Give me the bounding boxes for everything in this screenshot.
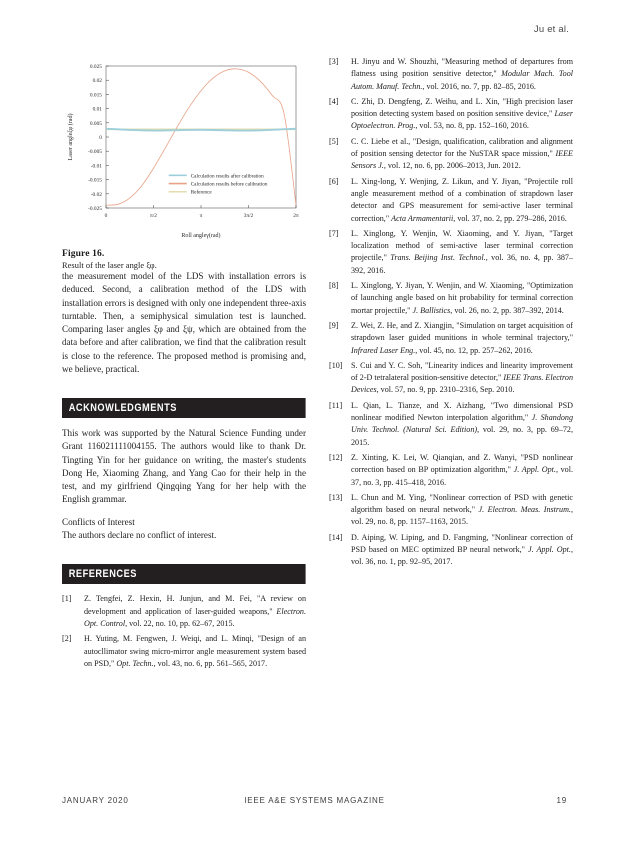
footer-page-number: 19: [556, 796, 567, 805]
laser-angle-line-chart: [62, 56, 306, 242]
running-head: Ju et al.: [533, 24, 569, 35]
reference-number: [1]: [62, 594, 72, 604]
svg-text:Laser angleξφ (rad): Laser angleξφ (rad): [68, 113, 74, 161]
right-column: [329, 56, 573, 572]
svg-text:3π/2: 3π/2: [243, 213, 254, 219]
body-paragraph: the measurement model of the LDS with installation errors is deduced. Second, a calibration method of the LDS with installation errors is designed with only one independent three-axis turntable. Then, a semiphysical simulation test is launched. Comparing laser angles ξφ and ξψ, which are obtained from the data before and after calibration, we find that the calibration result is close to the reference. The proposed method is promising and, we believe, practical.: [62, 271, 306, 374]
reference-item: [329, 400, 573, 449]
left-column: [62, 56, 306, 673]
chart-legend-label: Reference: [190, 189, 212, 196]
reference-text: Z. Wei, Z. He, and Z. Xiangjin, "Simulation on target acquisition of strapdown laser guided munitions in whole terminal trajectory," Infrared Laser Eng., vol. 45, no. 12, pp. 257–262, 2016.: [351, 320, 573, 355]
page-footer: [62, 796, 567, 810]
conflicts-of-interest-text: The authors declare no conflict of interest.: [62, 530, 217, 541]
reference-number: [12]: [329, 452, 343, 462]
reference-text: Z. Xinting, K. Lei, W. Qianqian, and Z. Wanyi, "PSD nonlinear correction based on BP optimization algorithm," J. Appl. Opt., vol. 37, no. 3, pp. 415–418, 2016.: [351, 452, 573, 487]
reference-text: L. Qian, L. Tianze, and X. Aizhang, "Two dimensional PSD nonlinear modified Newton interpolation algorithm," J. Shandong Univ. Technol. (Natural Sci. Edition), vol. 29, no. 3, pp. 69–72, 2015.: [351, 400, 574, 447]
acknowledgments-body: This work was supported by the Natural Science Funding under Grant 116021111004155. The authors would like to thank Dr. Tingting Yin for her guidance on writing, the master's students Dong He, Xiaoming Zhang, and Yang Cao for their help in the test, and my girlfriend Qingqing Yang for her help with the English grammar.: [62, 428, 306, 505]
svg-text:Roll angleγ(rad): Roll angleγ(rad): [181, 233, 221, 239]
reference-text: L. Chun and M. Ying, "Nonlinear correction of PSD with genetic algorithm based on neural network," J. Electron. Meas. Instrum., vol. 29, no. 8, pp. 1157–1163, 2015.: [351, 492, 573, 527]
reference-number: [3]: [329, 57, 339, 66]
footer-publication-name: IEEE A&E SYSTEMS MAGAZINE: [244, 796, 385, 805]
reference-item: [62, 593, 306, 630]
reference-number: [7]: [329, 228, 339, 238]
reference-text: H. Yuting, M. Fengwen, J. Weiqi, and L. Minqi, "Design of an autocllimator swing micro-mirror angle measurement system based on PSD," Opt. Techn., vol. 43, no. 6, pp. 561–565, 2017.: [84, 634, 306, 668]
reference-number: [9]: [329, 320, 339, 330]
reference-item: [329, 492, 573, 529]
reference-text: D. Aiping, W. Liping, and D. Fangming, "Nonlinear correction of PSD based on MEC optimized BP neural network," J. Appl. Opt., vol. 36, no. 1, pp. 92–95, 2017.: [351, 532, 573, 567]
reference-number: [6]: [329, 176, 339, 186]
reference-text: Z. Tengfei, Z. Hexin, H. Junjun, and M. Fei, "A review on development and application of laser-guided weapons," Electron. Opt. Control, vol. 22, no. 10, pp. 62–67, 2015.: [84, 594, 306, 628]
acknowledgments-heading-bar: [62, 398, 306, 418]
references-heading-bar: [62, 564, 306, 584]
figure-caption-text: Result of the laser angle ξφ.: [62, 261, 157, 270]
reference-item: [329, 320, 573, 357]
reference-text: L. Xinglong, Y. Jiyan, Y. Wenjin, and W. Xiaoming, "Optimization of launching angle based on hit probability for terminal correction mortar projectile," J. Ballistics, vol. 26, no. 2, pp. 387–392, 2014.: [351, 281, 573, 315]
two-column-body: [62, 56, 574, 775]
svg-text:0.015: 0.015: [89, 92, 102, 99]
figure-16-chart: [62, 56, 306, 242]
references-heading-label: REFERENCES: [68, 568, 137, 581]
svg-text:0: 0: [99, 135, 102, 141]
chart-legend-label: Calculation results after calibration: [190, 173, 264, 180]
figure-caption-title: Figure 16.: [62, 248, 105, 259]
footer-issue-date: JANUARY 2020: [62, 796, 129, 805]
svg-text:-0.015: -0.015: [88, 177, 102, 184]
reference-text: L. Xing-long, Y. Wenjing, Z. Likun, and Y. Jiyan, "Projectile roll angle measurement method of a combination of strapdown laser detector and GPS measurement for semi-active laser terminal correction," Acta Armamentarii, vol. 37, no. 2, pp. 279–286, 2016.: [351, 176, 573, 223]
svg-text:2π: 2π: [293, 213, 299, 219]
reference-number: [2]: [62, 634, 72, 644]
reference-text: C. Zhi, D. Dengfeng, Z. Weihu, and L. Xin, "High precision laser position detecting system based on position sensitive device," Laser Optoelectron. Prog., vol. 53, no. 8, pp. 152–160, 2016.: [351, 96, 573, 131]
reference-text: C. C. Liebe et al., "Design, qualification, calibration and alignment of position sensing detector for the NuSTAR space mission," IEEE Sensors J., vol. 12, no. 6, pp. 2006–2013, Jun. 2012.: [351, 136, 573, 171]
reference-number: [11]: [329, 400, 343, 410]
reference-text: H. Jinyu and W. Shouzhi, "Measuring method of departures from flatness using position sensitive detector," Modular Mach. Tool Autom. Manuf. Techn., vol. 2016, no. 7, pp. 82–85, 2016.: [351, 57, 573, 91]
reference-number: [5]: [329, 136, 339, 146]
reference-item: [329, 136, 573, 173]
reference-item: [329, 56, 573, 93]
reference-item: [329, 96, 573, 133]
reference-item: [329, 452, 573, 489]
acknowledgments-heading-label: ACKNOWLEDGMENTS: [68, 402, 177, 415]
conflicts-of-interest-heading: Conflicts of Interest: [62, 516, 135, 527]
svg-text:π: π: [199, 213, 203, 219]
reference-number: [8]: [329, 281, 339, 291]
reference-text: L. Xinglong, Y. Wenjin, W. Xiaoming, and Y. Jiyan, "Target localization method of semi-active laser terminal correction projectile," Trans. Beijing Inst. Technol., vol. 36, no. 4, pp. 387–392, 2016.: [351, 228, 574, 275]
figure-16: [62, 56, 306, 270]
reference-number: [10]: [329, 360, 343, 370]
reference-number: [4]: [329, 96, 339, 106]
reference-item: [62, 633, 306, 670]
reference-item: [329, 280, 573, 317]
reference-item: [329, 228, 573, 277]
svg-text:0.005: 0.005: [89, 120, 102, 127]
reference-item: [329, 176, 573, 225]
svg-text:0.01: 0.01: [92, 106, 102, 113]
references-list-right: [329, 56, 573, 569]
svg-text:π/2: π/2: [150, 213, 157, 219]
svg-text:-0.02: -0.02: [90, 191, 102, 198]
reference-text: S. Cui and Y. C. Soh, "Linearity indices and linearity improvement of 2-D tetralateral position-sensitive detector," IEEE Trans. Electron Devices, vol. 57, no. 9, pp. 2310–2316, Sep. 2010.: [351, 360, 573, 395]
reference-number: [14]: [329, 532, 343, 542]
svg-text:0.025: 0.025: [89, 64, 102, 70]
chart-legend-label: Calculation results before calibration: [190, 181, 268, 188]
references-list-left: [62, 593, 306, 670]
svg-text:0.02: 0.02: [92, 78, 102, 85]
reference-item: [329, 360, 573, 397]
svg-text:0: 0: [104, 213, 108, 219]
svg-text:-0.005: -0.005: [88, 149, 102, 156]
reference-item: [329, 532, 573, 569]
reference-number: [13]: [329, 492, 343, 502]
svg-text:-0.01: -0.01: [90, 163, 102, 170]
svg-text:-0.025: -0.025: [88, 206, 102, 212]
